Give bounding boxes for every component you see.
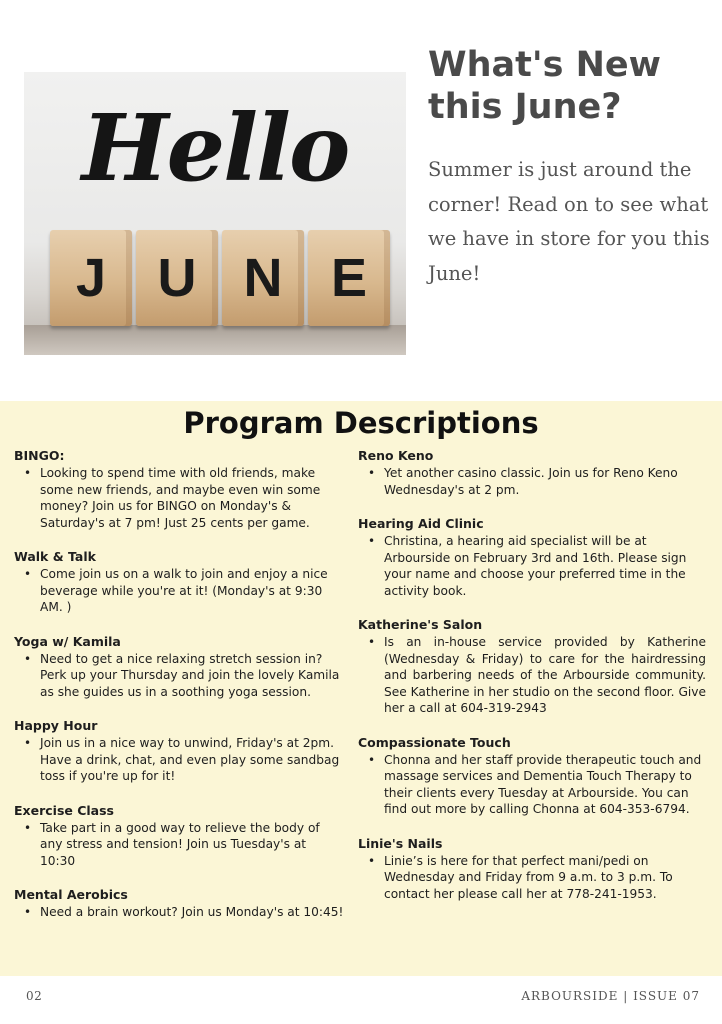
program-title: Mental Aerobics	[14, 887, 128, 902]
letter-block: N	[222, 230, 304, 326]
image-table-surface	[24, 325, 406, 355]
image-letter-blocks	[50, 230, 390, 326]
letter-block: U	[136, 230, 218, 326]
program-title: Katherine's Salon	[358, 617, 483, 632]
program-mental-aerobics	[14, 887, 344, 921]
program-description: • Yet another casino classic. Join us for Reno Keno Wednesday's at 2 pm.	[358, 465, 706, 498]
section-title: Program Descriptions	[183, 406, 539, 440]
program-title: Exercise Class	[14, 802, 114, 818]
program-yoga	[14, 634, 344, 701]
program-reno-keno	[358, 448, 706, 498]
program-bingo	[14, 448, 344, 531]
program-linies-nails	[358, 836, 706, 903]
program-compassionate-touch	[358, 735, 706, 818]
program-title: Compassionate Touch	[358, 734, 511, 750]
program-description: • Need a brain workout? Join us Monday's at 10:45!	[14, 904, 344, 921]
program-title: Happy Hour	[14, 718, 98, 733]
program-title: Linie's Nails	[358, 835, 443, 851]
program-description: • Is an in-house service provided by Katherine (Wednesday & Friday) to care for the hairdressing and barbering needs of the Arbourside community. See Katherine in her studio on the second floor. Give her a call at 604-319-2943	[358, 634, 706, 717]
program-description: • Come join us on a walk to join and enjoy a nice beverage while you're at it! (Monday's at 9:30 AM. )	[14, 566, 344, 616]
program-walk-talk	[14, 549, 344, 616]
program-description: • Join us in a nice way to unwind, Friday's at 2pm. Have a drink, chat, and even play some sandbag toss if you're up for it!	[14, 735, 344, 785]
program-description: • Take part in a good way to relieve the body of any stress and tension! Join us Tuesday's at 10:30	[14, 820, 344, 870]
program-title: Yoga w/ Kamila	[14, 633, 121, 649]
programs-left-column	[14, 448, 344, 939]
letter-block: J	[50, 230, 132, 326]
image-hello-text: Hello	[81, 94, 349, 202]
program-title: Walk & Talk	[14, 549, 96, 564]
program-description: • Need to get a nice relaxing stretch session in? Perk up your Thursday and join the lovely Kamila as she guides us in a soothing yoga session.	[14, 651, 344, 701]
hello-june-image	[24, 72, 406, 355]
program-exercise-class	[14, 803, 344, 870]
letter-block: E	[308, 230, 390, 326]
program-description: • Looking to spend time with old friends, make some new friends, and maybe even win some money? Join us for BINGO on Monday's & Saturday's at 7 pm! Just 25 cents per game.	[14, 465, 344, 531]
program-title: Hearing Aid Clinic	[358, 516, 484, 531]
intro-paragraph: Summer is just around the corner! Read on to see what we have in store for you this June!	[428, 158, 710, 285]
page-headline: What's New this June?	[428, 45, 661, 127]
program-hearing-aid-clinic	[358, 516, 706, 599]
program-title: Reno Keno	[358, 448, 434, 463]
program-description: • Christina, a hearing aid specialist will be at Arbourside on February 3rd and 16th. Please sign your name and choose your preferred time in the activity book.	[358, 533, 706, 599]
publication-issue: ARBOURSIDE | ISSUE 07	[521, 989, 700, 1003]
programs-right-column	[358, 448, 706, 920]
program-description: • Linie’s is here for that perfect mani/pedi on Wednesday and Friday from 9 a.m. to 3 p.m. To contact her please call her at 778-241-1953.	[358, 853, 706, 903]
page-number: 02	[26, 989, 43, 1003]
program-happy-hour	[14, 718, 344, 785]
program-katherines-salon	[358, 617, 706, 717]
program-title: BINGO:	[14, 448, 65, 463]
program-description: • Chonna and her staff provide therapeutic touch and massage services and Dementia Touch Therapy to their clients every Tuesday at Arbourside. You can find out more by calling Chonna at 604-353-6794.	[358, 752, 706, 818]
program-descriptions-section	[0, 401, 722, 976]
